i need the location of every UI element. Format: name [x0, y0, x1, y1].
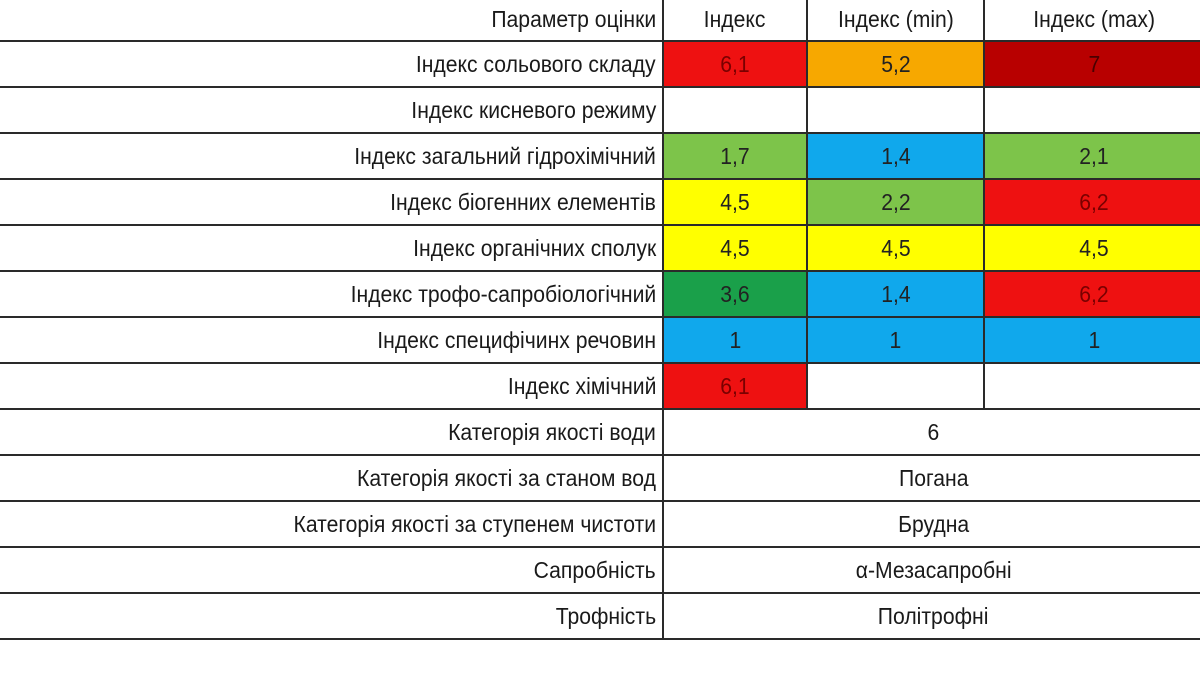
summary-row: [0, 547, 1200, 593]
index-max-cell: 6,2: [984, 271, 1200, 317]
index-min-cell: 1,4: [807, 133, 984, 179]
header-index-max: Індекс (max): [984, 0, 1200, 41]
summary-label: Трофність: [0, 593, 663, 639]
index-min-cell: 1: [807, 317, 984, 363]
index-cell: 6,1: [663, 363, 807, 409]
index-max-cell: 7: [984, 41, 1200, 87]
summary-row: [0, 593, 1200, 639]
summary-label: Сапробність: [0, 547, 663, 593]
row-label: Індекс специфічинх речовин: [0, 317, 663, 363]
summary-row: [0, 409, 1200, 455]
index-cell: [663, 87, 807, 133]
index-max-cell: 2,1: [984, 133, 1200, 179]
index-cell: 4,5: [663, 225, 807, 271]
table-row: [0, 225, 1200, 271]
summary-label: Категорія якості за станом вод: [0, 455, 663, 501]
row-label: Індекс хімічний: [0, 363, 663, 409]
index-cell: 1: [663, 317, 807, 363]
index-cell: 1,7: [663, 133, 807, 179]
index-min-cell: 4,5: [807, 225, 984, 271]
summary-value: 6: [663, 409, 1200, 455]
table-row: [0, 317, 1200, 363]
index-max-cell: 4,5: [984, 225, 1200, 271]
summary-value: Політрофні: [663, 593, 1200, 639]
row-label: Індекс загальний гідрохімічний: [0, 133, 663, 179]
index-min-cell: 1,4: [807, 271, 984, 317]
table-row: [0, 179, 1200, 225]
row-label: Індекс біогенних елементів: [0, 179, 663, 225]
index-cell: 4,5: [663, 179, 807, 225]
index-min-cell: [807, 363, 984, 409]
index-cell: 3,6: [663, 271, 807, 317]
index-max-cell: 6,2: [984, 179, 1200, 225]
table-header-row: [0, 0, 1200, 41]
header-index: Індекс: [663, 0, 807, 41]
row-label: Індекс трофо-сапробіологічний: [0, 271, 663, 317]
table-row: [0, 363, 1200, 409]
table-row: [0, 41, 1200, 87]
table-row: [0, 133, 1200, 179]
summary-row: [0, 455, 1200, 501]
row-label: Індекс органічних сполук: [0, 225, 663, 271]
index-min-cell: 5,2: [807, 41, 984, 87]
index-max-cell: 1: [984, 317, 1200, 363]
summary-label: Категорія якості води: [0, 409, 663, 455]
summary-row: [0, 501, 1200, 547]
summary-label: Категорія якості за ступенем чистоти: [0, 501, 663, 547]
summary-value: Погана: [663, 455, 1200, 501]
row-label: Індекс сольового складу: [0, 41, 663, 87]
index-max-cell: [984, 363, 1200, 409]
header-param: Параметр оцінки: [0, 0, 663, 41]
index-min-cell: 2,2: [807, 179, 984, 225]
index-cell: 6,1: [663, 41, 807, 87]
row-label: Індекс кисневого режиму: [0, 87, 663, 133]
index-min-cell: [807, 87, 984, 133]
table-row: [0, 271, 1200, 317]
index-max-cell: [984, 87, 1200, 133]
summary-value: Брудна: [663, 501, 1200, 547]
header-index-min: Індекс (min): [807, 0, 984, 41]
summary-value: α-Мезасапробні: [663, 547, 1200, 593]
table-row: [0, 87, 1200, 133]
